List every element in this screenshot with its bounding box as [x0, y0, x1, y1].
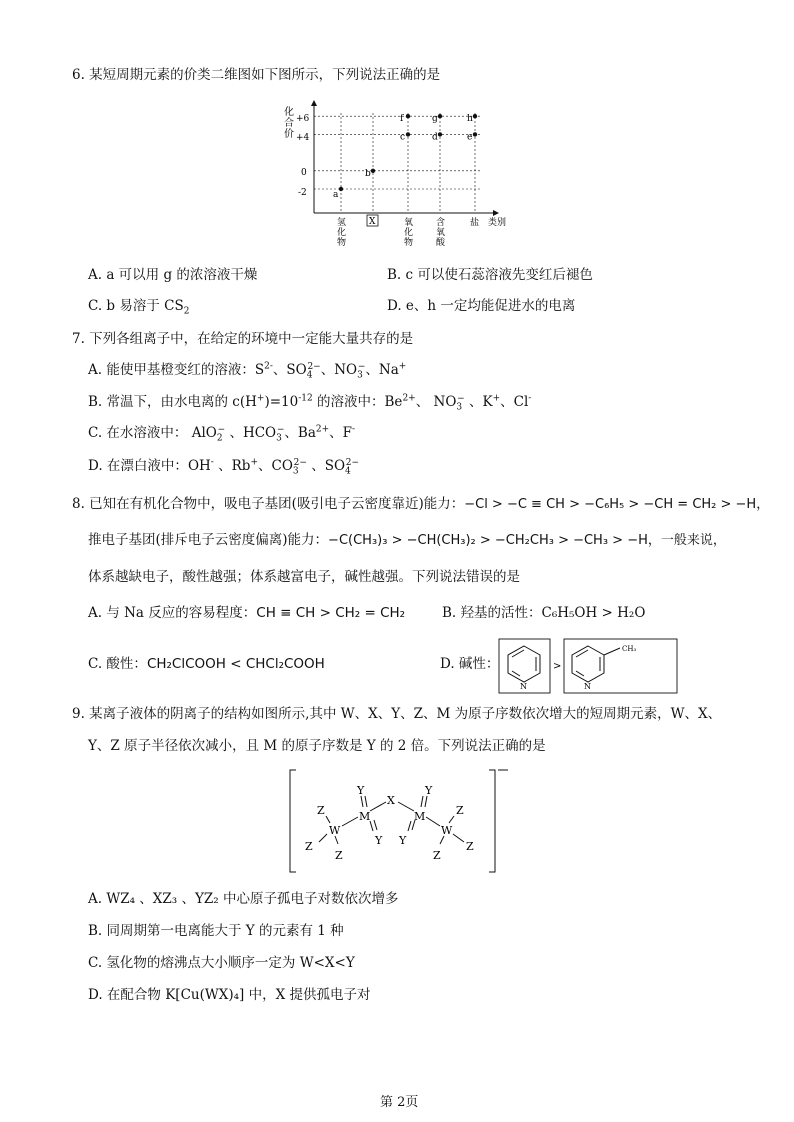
atom-Y-2: Y [425, 784, 433, 797]
point-e [473, 132, 477, 136]
q8-option-a-text: A. 与 Na 反应的容易程度： [88, 605, 257, 621]
point-label-d: d [432, 132, 438, 143]
methylpyridine-ring [572, 645, 636, 691]
y-axis-title-2: 合 [284, 118, 294, 129]
x-tick-acid-3: 酸 [436, 238, 446, 248]
q9-option-d: D. 在配合物 K[Cu(WX)₄] 中，X 提供孤电子对 [88, 987, 371, 1003]
q8-stem-text: 8. 已知在有机化合物中，吸电子基团(吸引电子云密度靠近)能力： [72, 496, 465, 512]
q7-option-b-text3: 的溶液中： [312, 394, 385, 410]
q8-option-d-label: D. 碱性： [440, 656, 500, 672]
q9-stem: 9. 某离子液体的阴离子的结构如图所示,其中 W、X、Y、Z、M 为原子序数依次增大的短周期元素，W、X、 [72, 706, 722, 722]
point-label-h: h [467, 114, 473, 125]
x-tick-acid-1: 含 [436, 218, 446, 228]
atom-Z-3: Z [305, 840, 313, 853]
atom-Z-4: Z [466, 840, 474, 853]
q9-option-c: C. 氢化物的熔沸点大小顺序一定为 W<X<Y [88, 955, 355, 971]
pyridine-ring [508, 646, 540, 691]
point-label-f: f [400, 114, 404, 125]
x-tick-acid-2: 氧 [436, 228, 446, 238]
pyridine-n: N [520, 682, 527, 691]
atom-M-2: M [414, 810, 426, 823]
q7-option-b: B. 常温下，由水电离的 $c(H^+)=10^{-12}$ 的溶液中：$Be^{2+}$、 $NO_3^-$ 、K+、Cl- [88, 393, 532, 413]
point-label-g: g [432, 114, 438, 125]
q7-option-a: A. 能使甲基橙变红的溶液：$S^{2-}$、$SO_4^{2-}$、$NO_3^-$、Na+ [88, 361, 407, 381]
point-g [438, 114, 442, 118]
x-tick-oxide-3: 物 [404, 238, 414, 248]
y-tick-0: 0 [301, 168, 307, 178]
q6-option-c-text: C. b 易溶于 CS [88, 298, 184, 314]
methyl-label: CH₃ [622, 645, 637, 653]
atom-Z-6: Z [433, 849, 441, 862]
atom-Z-5: Z [335, 849, 343, 862]
q8-donating-sequence: −C(CH₃)₃ > −CH(CH₃)₂ > −CH₂CH₃ > −CH₃ > −H，一般来说， [328, 533, 726, 548]
atom-Y-4: Y [399, 834, 407, 847]
q9-stem2: Y、Z 原子半径依次减小，且 M 的原子序数是 Y 的 2 倍。下列说法正确的是 [88, 738, 546, 754]
greater-than: > [553, 661, 562, 672]
x-tick-X: X [369, 217, 376, 227]
point-f [406, 114, 410, 118]
q8-line2 [88, 531, 726, 550]
q6-option-c [88, 297, 189, 315]
atom-W-2: W [441, 824, 453, 837]
q6-option-c-sub: 2 [183, 306, 190, 317]
x-tick-salt: 盐 [470, 218, 480, 228]
atom-Z-1: Z [317, 804, 325, 817]
methylpyridine-n: N [584, 682, 591, 691]
q8-option-b: B. 羟基的活性：C₆H₅OH > H₂O [442, 605, 646, 621]
x-axis-title: 类别 [488, 218, 507, 228]
q9-option-b: B. 同周期第一电离能大于 Y 的元素有 1 种 [88, 923, 344, 939]
q6-option-b: B. c 可以使石蕊溶液先变红后褪色 [387, 267, 593, 283]
q7-option-b-text2: )=10 [264, 394, 299, 410]
q8-line2-text: 推电子基团(排斥电子云密度偏离)能力： [88, 532, 329, 548]
point-h [473, 114, 477, 118]
atom-X: X [387, 794, 395, 807]
point-label-a: a [333, 190, 339, 200]
q7-option-d: D. 在漂白液中：OH- 、Rb+、$CO_3^{2-}$ 、$SO_4^{2-}$ [88, 457, 360, 477]
x-tick-oxide-1: 氧 [404, 218, 414, 228]
y-axis-title-1: 化 [284, 107, 294, 118]
point-d [438, 132, 442, 136]
q6-stem: 6. 某短周期元素的价类二维图如下图所示，下列说法正确的是 [72, 67, 441, 83]
atom-W-1: W [329, 824, 341, 837]
x-tick-hydride-1: 氢 [337, 218, 347, 228]
atom-Z-2: Z [456, 804, 464, 817]
point-b [371, 169, 375, 173]
point-label-e: e [467, 132, 473, 143]
q8-option-c [88, 655, 325, 673]
q7-option-c: C. 在水溶液中： AlO$_2$− 、$HCO_3^-$、$Ba^{2+}$、F- [88, 424, 356, 444]
y-tick--2: -2 [298, 188, 307, 198]
q8-option-a-formula: CH ≡ CH > CH₂ = CH₂ [256, 605, 406, 621]
x-tick-hydride-2: 化 [337, 228, 347, 238]
q6-valence-class-chart [270, 95, 530, 255]
q8-stem [72, 495, 769, 514]
q8-withdrawing-sequence: −Cl > −C ≡ CH > −C₆H₅ > −CH = CH₂ > −H， [464, 497, 770, 512]
q8-option-c-text: C. 酸性： [88, 656, 147, 672]
atom-Y-3: Y [375, 834, 383, 847]
q8-option-a [88, 604, 405, 622]
q8-pyridine-comparison [498, 638, 678, 694]
y-tick-+6: +6 [296, 114, 310, 124]
q6-option-a: A. a 可以用 g 的浓溶液干燥 [88, 267, 258, 283]
point-label-c: c [400, 132, 406, 143]
q8-line3: 体系越缺电子，酸性越强；体系越富电子，碱性越强。下列说法错误的是 [88, 569, 520, 585]
q7-option-b-text1: B. 常温下，由水电离的 c(H [88, 394, 257, 410]
y-axis-title-3: 价 [284, 129, 294, 140]
atom-Y-1: Y [357, 784, 365, 797]
q7-stem: 7. 下列各组离子中，在给定的环境中一定能大量共存的是 [72, 331, 414, 347]
q7-option-b-exp: -12 [298, 393, 313, 404]
q9-option-a: A. WZ₄ 、XZ₃ 、YZ₂ 中心原子孤电子对数依次增多 [88, 891, 399, 907]
q6-option-d: D. e、h 一定均能促进水的电离 [387, 298, 576, 314]
point-label-b: b [365, 168, 371, 179]
q7-option-c-text: C. 在水溶液中： [88, 425, 188, 441]
x-tick-oxide-2: 化 [404, 228, 414, 238]
q7-option-d-text: D. 在漂白液中： [88, 458, 188, 474]
page-number: 第 2页 [380, 1095, 419, 1110]
x-tick-hydride-3: 物 [337, 238, 347, 248]
q9-anion-structure [286, 764, 510, 878]
q7-option-a-text: A. 能使甲基橙变红的溶液： [88, 362, 255, 378]
point-c [406, 132, 410, 136]
point-a [339, 187, 343, 191]
y-tick-+4: +4 [296, 133, 310, 143]
q8-option-c-formula: CH₂ClCOOH < CHCl₂COOH [146, 656, 325, 672]
atom-M-1: M [359, 810, 371, 823]
